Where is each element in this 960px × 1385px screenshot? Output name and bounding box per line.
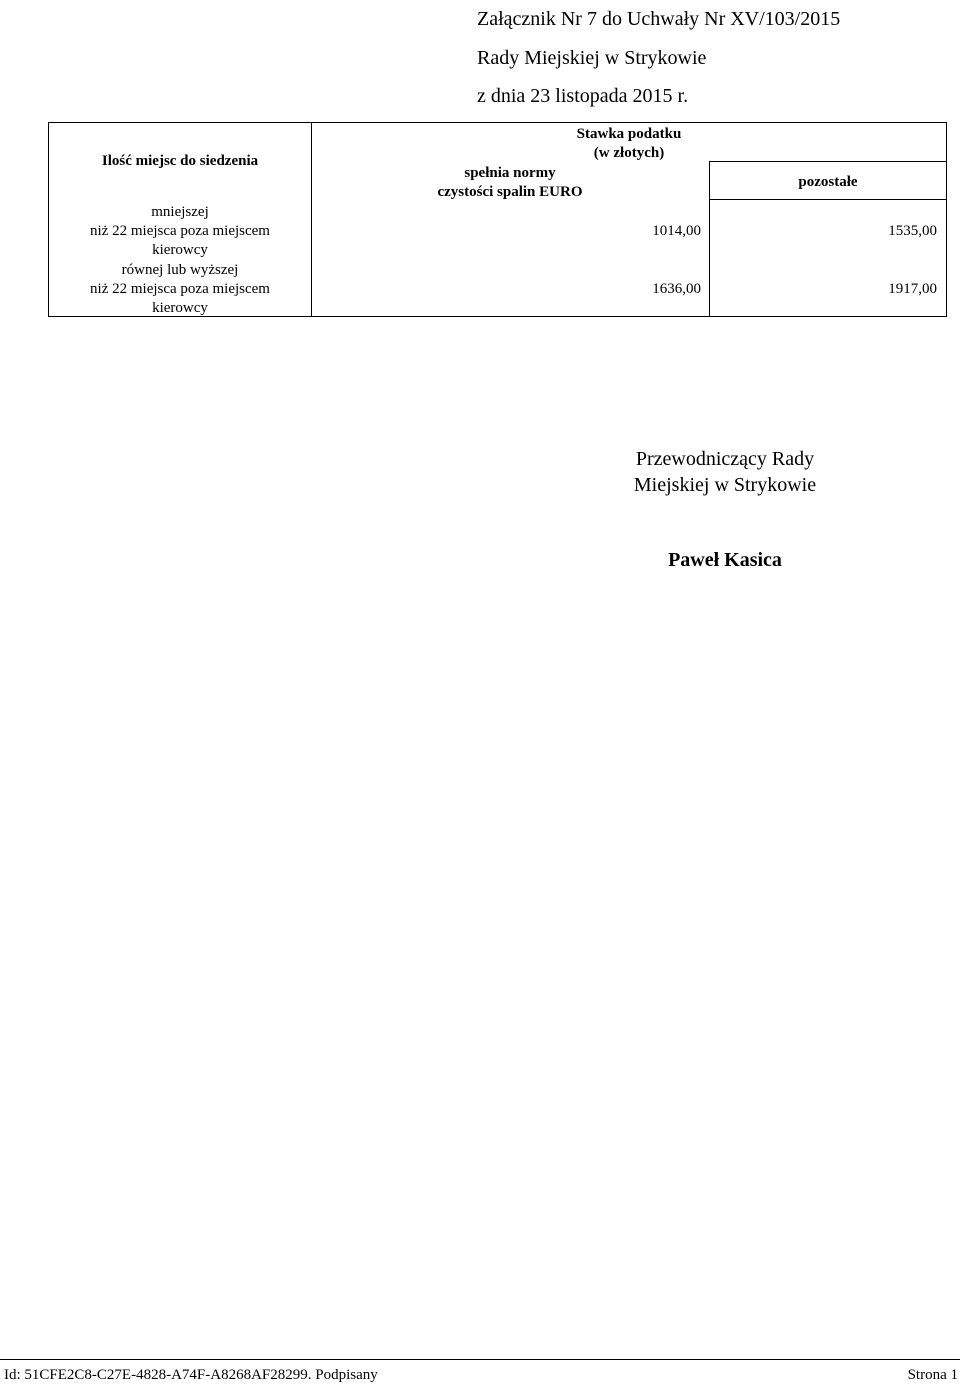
row-euro-rate: 1014,00 — [652, 223, 701, 239]
tax-rate-header — [311, 125, 947, 163]
seats-column-header: Ilość miejsc do siedzenia — [101, 153, 259, 169]
row-euro-rate: 1636,00 — [652, 281, 701, 297]
euro-column-header — [311, 164, 709, 202]
chairman-title-line2: Miejskiej w Strykowie — [633, 474, 817, 496]
page-number: Strona 1 — [907, 1367, 958, 1383]
row-other-rate: 1535,00 — [888, 223, 937, 239]
chairman-title-line1: Przewodniczący Rady — [635, 448, 815, 470]
tax-rate-header-line2: (w złotych) — [593, 145, 665, 161]
table-row-label: równej lub wyższej niż 22 miejsca poza miejscem kierowcy — [90, 262, 270, 316]
tax-rate-header-line1: Stawka podatku — [576, 126, 682, 142]
resolution-date: z dnia 23 listopada 2015 r. — [477, 85, 689, 107]
chairman-title — [600, 446, 850, 498]
council-name: Rady Miejskiej w Strykowie — [477, 46, 707, 69]
other-column-header: pozostałe — [798, 174, 858, 190]
euro-header-line1: spełnia normy — [464, 165, 556, 181]
footer-divider — [0, 1359, 960, 1360]
document-header — [477, 0, 840, 116]
chairman-name: Paweł Kasica — [668, 549, 782, 571]
document-id: Id: 51CFE2C8-C27E-4828-A74F-A8268AF28299. Podpisany — [4, 1367, 378, 1383]
table-row-label: mniejszej niż 22 miejsca poza miejscem kierowcy — [90, 204, 270, 258]
row-other-rate: 1917,00 — [888, 281, 937, 297]
annex-title: Załącznik Nr 7 do Uchwały Nr XV/103/2015 — [477, 8, 841, 30]
tax-rate-table — [48, 122, 947, 317]
euro-header-line2: czystości spalin EURO — [437, 184, 583, 200]
